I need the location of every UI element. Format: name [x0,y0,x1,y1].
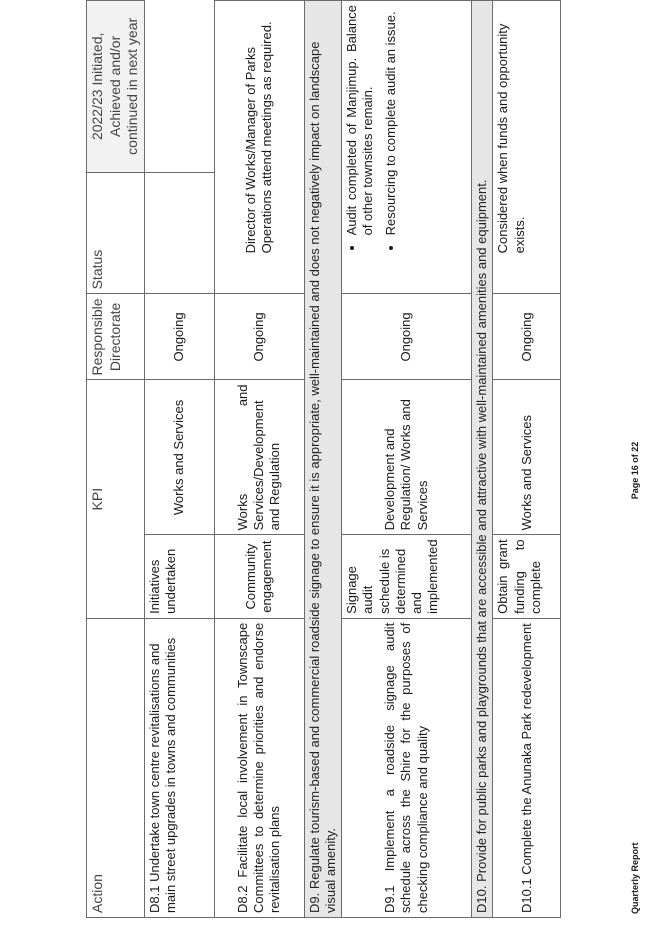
table-row [144,1,214,918]
year-cell [342,1,472,294]
directorate-cell: Works and Services [493,380,561,535]
table-row [214,1,304,918]
footer-report-title: Quarterly Report [630,842,640,914]
kpi-cell: Signage audit schedule is determined and implemented [342,535,472,618]
status-cell: Ongoing [493,294,561,380]
action-plan-table [86,0,561,918]
section-header-d10 [472,1,493,918]
kpi-cell: Obtain grant funding to complete [493,535,561,618]
year-cell-empty [144,172,214,294]
action-cell: D8.2 Facilitate local involvement in Townscape Committees to determine priorities and endorse revitalisation plans [214,618,304,917]
list-item: • Audit completed of Manjimup. Balance of other townsites remain. [344,5,377,235]
table-row [342,1,472,918]
section-header-d9 [304,1,342,918]
section-title: D9. Regulate tourism-based and commercial roadside signage to ensure it is appropriate, well-maintained and does not negatively impact on landscape visual amenity. [304,1,342,918]
footer-page-number: Page 16 of 22 [630,441,640,500]
list-item: • Resourcing to complete audit an issue. [383,5,399,235]
table-row [493,1,561,918]
directorate-cell: Works and Services [144,380,214,535]
kpi-cell: Community engagement [214,535,304,618]
action-cell: D9.1 Implement a roadside signage audit schedule across the Shire for the purposes of checking compliance and quality [342,618,472,917]
directorate-cell: Works and Services/Development and Regulation [214,380,304,535]
header-status: Status [87,172,145,294]
spacer-cell [144,1,214,173]
header-row [87,1,145,918]
kpi-cell: Initiatives undertaken [144,535,214,618]
header-kpi: KPI [87,380,145,618]
year-cell: Director of Works/Manager of Parks Operations attend meetings as required. [214,1,304,294]
header-action: Action [87,618,145,917]
status-cell: Ongoing [144,294,214,380]
status-cell: Ongoing [214,294,304,380]
directorate-cell: Development and Regulation/ Works and Services [342,380,472,535]
year-bullet-list [344,5,399,253]
action-cell: D8.1 Undertake town centre revitalisations and main street upgrades in towns and communities [144,618,214,917]
section-title: D10. Provide for public parks and playgrounds that are accessible and attractive with well-maintained amenities and equipment. [472,1,493,918]
header-responsible-directorate: Responsible Directorate [87,294,145,380]
header-year-status: 2022/23 Initiated, Achieved and/or continued in next year [87,1,145,173]
year-cell: Considered when funds and opportunity exists. [493,1,561,294]
status-cell: Ongoing [342,294,472,380]
action-cell: D10.1 Complete the Anunaka Park redevelopment [493,618,561,917]
